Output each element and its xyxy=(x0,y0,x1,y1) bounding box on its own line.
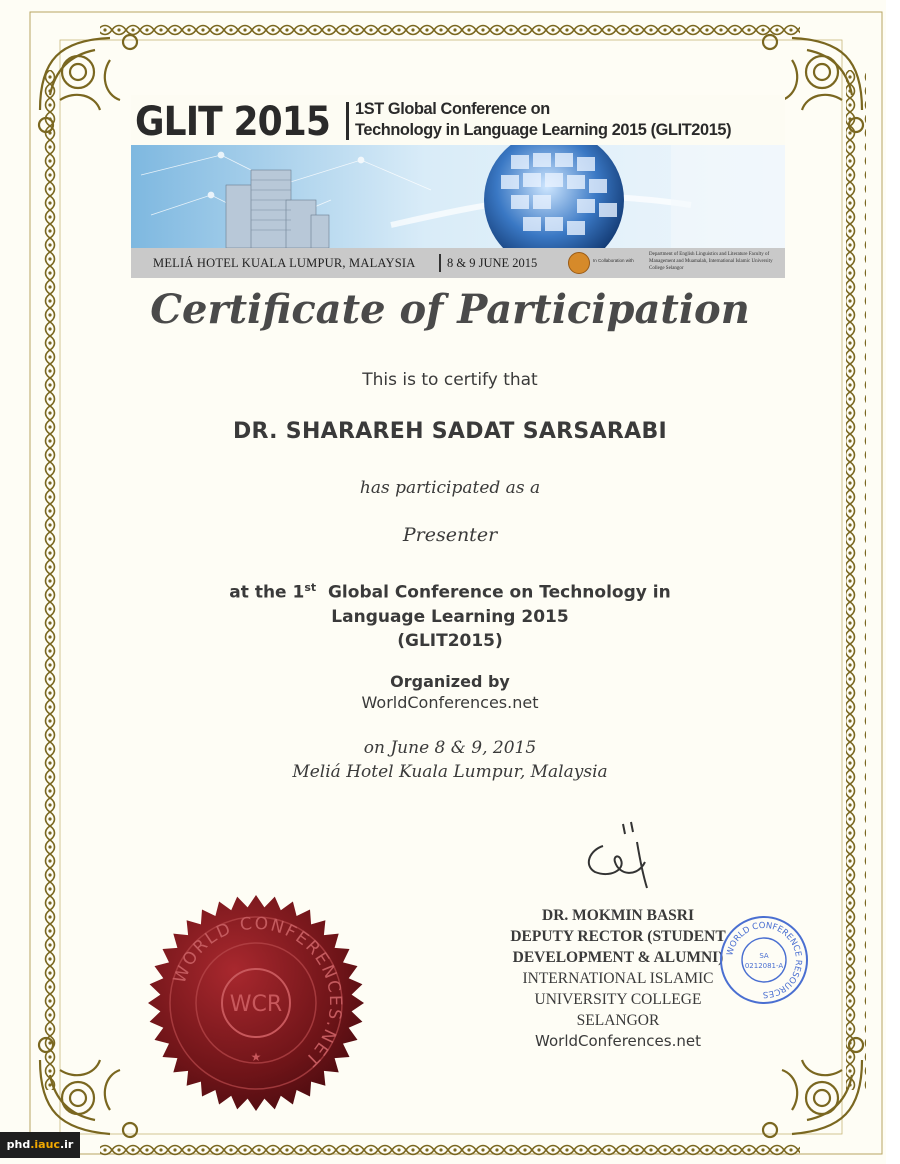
banner-header xyxy=(131,95,785,145)
signatory-org-line3: SELANGOR xyxy=(576,1012,660,1029)
conference-name xyxy=(0,576,900,653)
watermark-middle: .iauc xyxy=(30,1138,60,1151)
watermark-suffix: .ir xyxy=(59,1138,74,1151)
globe-illustration xyxy=(484,145,624,248)
seal-center-text: WCR xyxy=(229,992,283,1017)
banner-divider xyxy=(346,102,349,140)
banner-subtitle-line2: Technology in Language Learning 2015 (GLIT2015) xyxy=(355,120,732,139)
signatory-block xyxy=(478,905,758,1052)
watermark-prefix: phd xyxy=(6,1138,31,1151)
seal-ring-text: WORLD CONFERENCES.NET xyxy=(169,913,346,1071)
organized-by-label: Organized by xyxy=(390,672,510,691)
conference-ordinal: st xyxy=(304,581,317,594)
conference-venue: Meliá Hotel Kuala Lumpur, Malaysia xyxy=(292,762,608,782)
site-watermark xyxy=(0,1132,80,1158)
stamp-ring-text: WORLD CONFERENCE RESOURCES xyxy=(725,920,804,1000)
banner-subtitle-line1: 1ST Global Conference on xyxy=(355,99,550,118)
signatory-name: DR. MOKMIN BASRI xyxy=(542,907,694,924)
glit-logo: GLIT 2015 xyxy=(135,99,331,145)
organization-stamp xyxy=(718,914,810,1006)
conference-line3: (GLIT2015) xyxy=(397,630,503,651)
signature xyxy=(575,820,665,900)
banner-venue: MELIÁ HOTEL KUALA LUMPUR, MALAYSIA xyxy=(153,256,416,270)
seal-star-icon: ★ xyxy=(250,1050,262,1064)
conference-date: on June 8 & 9, 2015 xyxy=(363,738,537,758)
recipient-name: DR. SHARAREH SADAT SARSARABI xyxy=(232,419,668,444)
banner-dates: 8 & 9 JUNE 2015 xyxy=(447,256,538,270)
wcr-seal xyxy=(146,893,366,1113)
stamp-center-bottom: 0212081-A xyxy=(744,962,784,970)
signatory-org-line2: UNIVERSITY COLLEGE xyxy=(534,991,702,1008)
conference-line1: Global Conference on Technology in xyxy=(316,582,671,603)
organizer-name: WorldConferences.net xyxy=(361,693,539,712)
collaboration-label: In Collaboration with xyxy=(593,258,634,263)
participated-text: has participated as a xyxy=(359,478,541,498)
stamp-center-top: SA xyxy=(759,952,769,960)
certificate-title: Certificate of Participation xyxy=(150,286,750,333)
banner-image xyxy=(131,145,785,248)
university-logo-icon xyxy=(568,252,590,274)
department-text: Department of English Linguistics and Literature Faculty of Management and Muamalah, International Islamic University College Selangor xyxy=(649,252,773,271)
conference-line2: Language Learning 2015 xyxy=(331,606,569,627)
participation-role: Presenter xyxy=(402,524,498,546)
signatory-title-line1: DEPUTY RECTOR (STUDENT xyxy=(510,928,726,945)
banner-footer-divider xyxy=(439,254,441,272)
signatory-website: WorldConferences.net xyxy=(535,1032,701,1050)
banner-footer xyxy=(131,248,785,278)
conference-banner xyxy=(131,95,785,278)
signatory-org-line1: INTERNATIONAL ISLAMIC xyxy=(522,970,714,987)
certify-text: This is to certify that xyxy=(362,370,538,390)
conference-prefix: at the 1 xyxy=(229,582,305,603)
signatory-title-line2: DEVELOPMENT & ALUMNI) xyxy=(512,949,724,966)
